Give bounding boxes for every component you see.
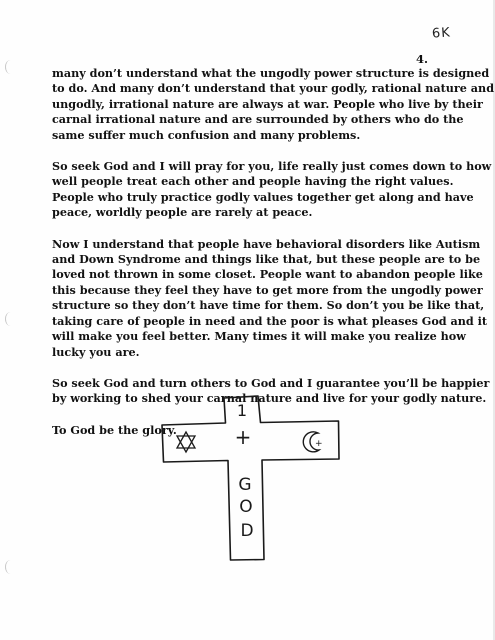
hole-punch-mark <box>5 312 16 326</box>
text-line: well people treat each other and people having the right values. <box>52 174 454 189</box>
text-line: structure so they don’t have time for them. So don’t you be like that, <box>52 298 485 313</box>
text-line: to do. And many don’t understand that your godly, rational nature and <box>52 81 495 96</box>
handwritten-page-mark: 6K <box>431 25 452 42</box>
hole-punch-mark <box>5 560 16 574</box>
text-line: carnal irrational nature and are surrounded by others who do the <box>52 112 464 127</box>
star-of-david-icon <box>177 432 195 452</box>
body-text <box>52 66 495 438</box>
crescent-plus: + <box>315 439 323 449</box>
text-line: peace, worldly people are rarely at peace. <box>52 205 313 220</box>
text-line: many don’t understand what the ungodly power structure is designed <box>52 66 490 80</box>
drawing-letter-g: G <box>238 475 252 495</box>
drawing-number-one: 1 <box>236 401 248 420</box>
text-line: same suffer much confusion and many problems. <box>52 127 361 142</box>
text-line: lucky you are. <box>52 344 140 359</box>
paragraph <box>52 236 488 360</box>
page-number: 4. <box>416 52 429 66</box>
cross-drawing <box>150 392 360 572</box>
hole-punch-mark <box>5 60 16 74</box>
closing-line: To God be the glory. <box>52 422 177 437</box>
text-line: So seek God and turn others to God and I guarantee you’ll be happier <box>52 375 490 390</box>
text-line: loved not thrown in some closet. People want to abandon people like <box>52 267 483 282</box>
drawing-letter-d: D <box>240 521 254 541</box>
text-line: will make you feel better. Many times it will make you realize how <box>52 329 466 344</box>
paragraph <box>52 159 492 221</box>
drawing-letter-o: O <box>239 497 253 517</box>
text-line: this because they feel they have to get more from the ungodly power <box>52 282 483 297</box>
text-line: People who truly practice godly values together get along and have <box>52 189 474 204</box>
drawing-plus-sign: + <box>234 425 252 449</box>
text-line: by working to shed your carnal nature and live for your godly nature. <box>52 391 487 406</box>
text-line: and Down Syndrome and things like that, but these people are to be <box>52 252 481 267</box>
paragraph <box>52 66 495 143</box>
text-line: ungodly, irrational nature are always at war. People who live by their <box>52 96 483 111</box>
text-line: taking care of people in need and the poor is what pleases God and it <box>52 313 488 328</box>
text-line: Now I understand that people have behavioral disorders like Autism <box>52 236 481 251</box>
text-line: So seek God and I will pray for you, life really just comes down to how <box>52 159 492 174</box>
